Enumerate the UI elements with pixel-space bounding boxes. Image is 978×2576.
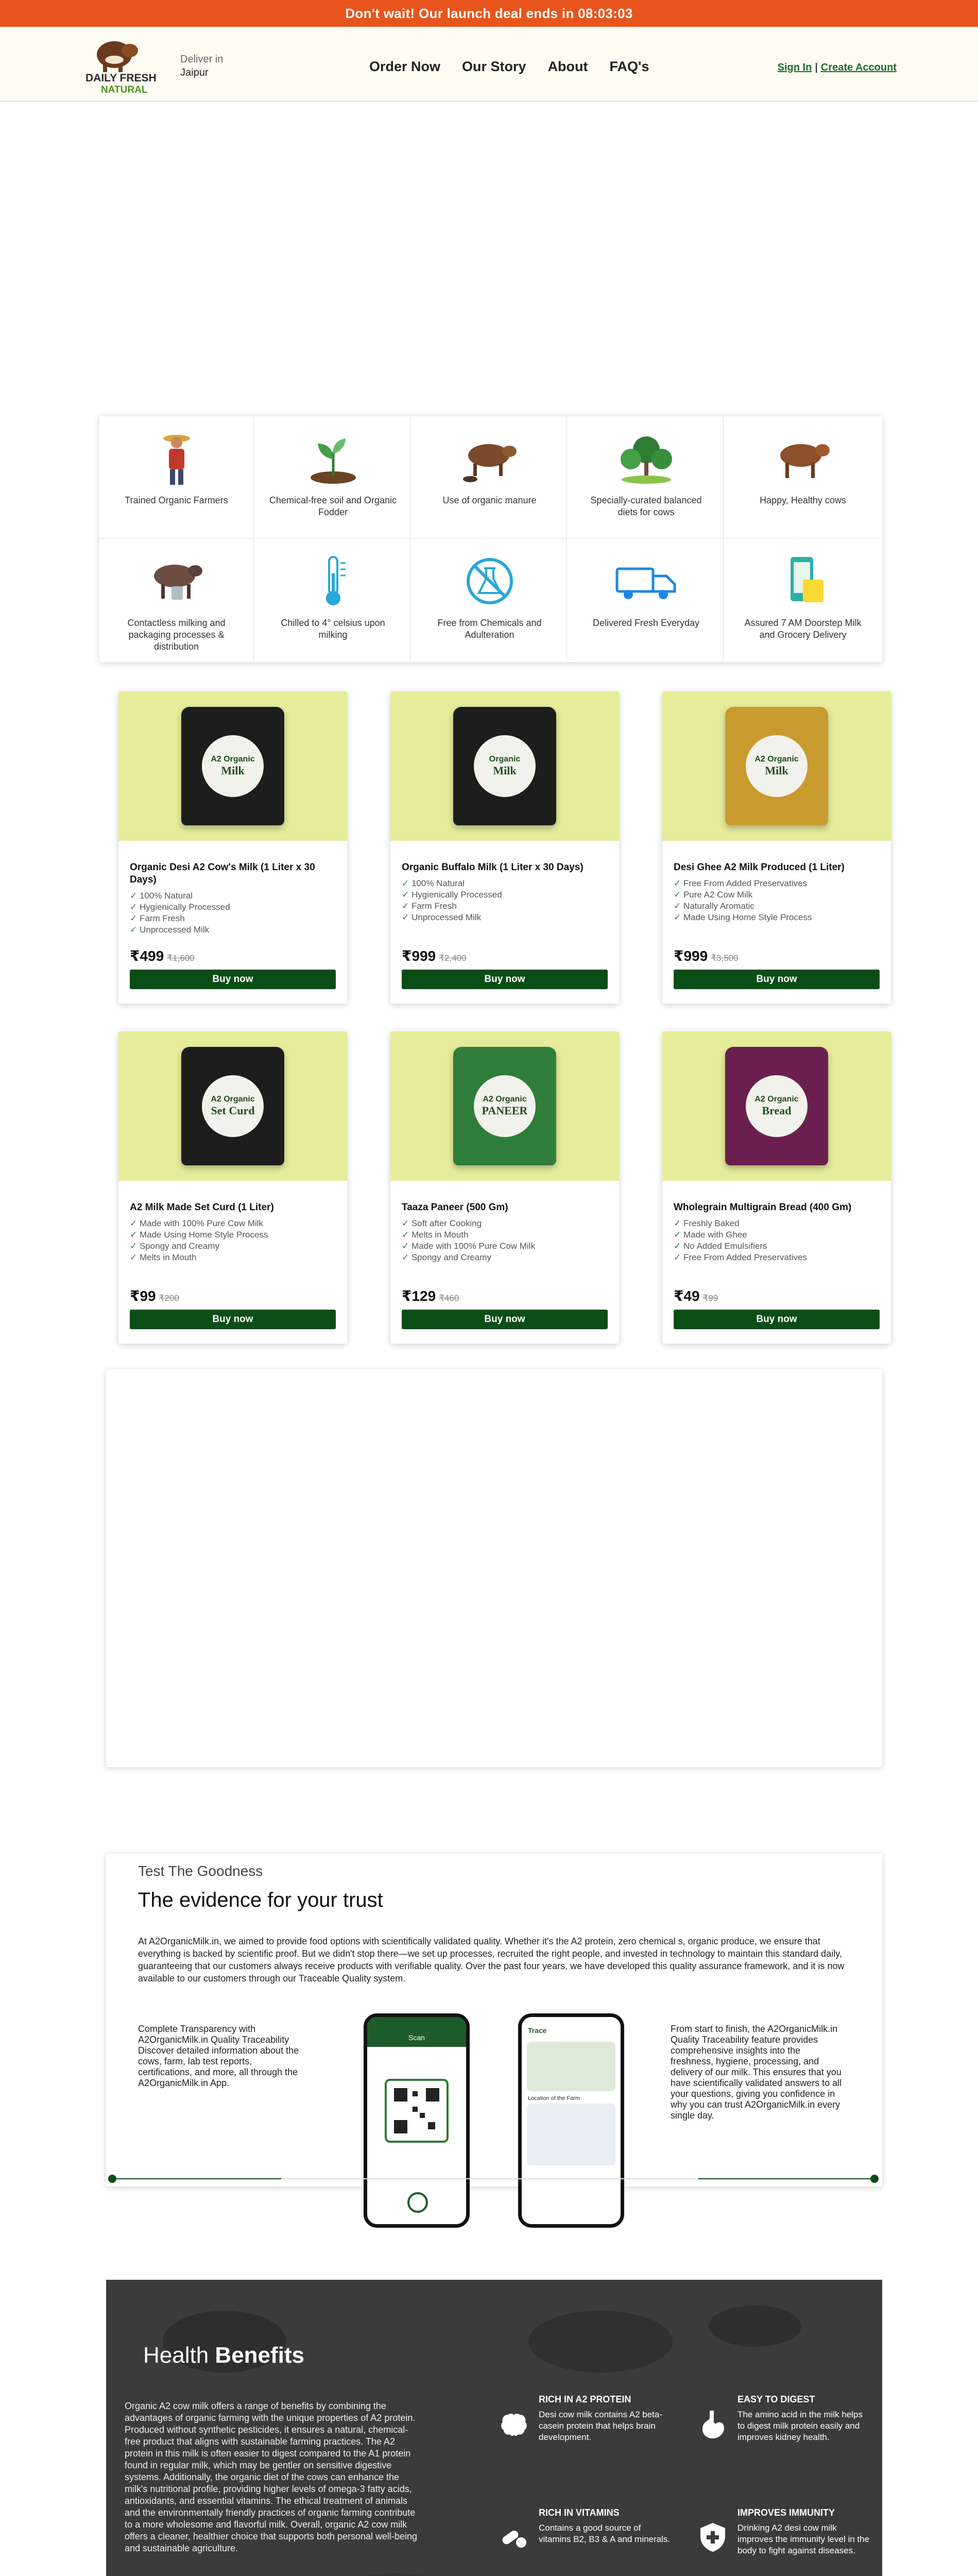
product-feature: ✓ Farm Fresh bbox=[130, 913, 336, 924]
feature-item bbox=[413, 539, 567, 662]
price-mrp: ₹99 bbox=[702, 1293, 718, 1303]
promo-banner bbox=[0, 0, 978, 27]
delivery-location[interactable] bbox=[180, 53, 223, 79]
phone-scan-screen bbox=[364, 2013, 470, 2228]
product-name[interactable]: Organic Desi A2 Cow's Milk (1 Liter x 30 Days) bbox=[130, 862, 315, 885]
farm-location-label: Location of the Farm bbox=[528, 2095, 580, 2102]
product-feature: ✓ Made Using Home Style Process bbox=[130, 1229, 336, 1241]
product-feature: ✓ 100% Natural bbox=[130, 890, 336, 902]
product-price bbox=[674, 947, 739, 964]
price-mrp: ₹1,600 bbox=[167, 953, 195, 963]
trees-icon bbox=[613, 428, 680, 489]
product-feature: ✓ Made Using Home Style Process bbox=[674, 912, 880, 923]
deliver-label: Deliver in bbox=[180, 54, 224, 65]
product-card[interactable] bbox=[662, 1031, 891, 1344]
trace-header: Trace bbox=[528, 2026, 547, 2035]
product-pack bbox=[453, 1047, 556, 1165]
product-feature: ✓ Hygienically Processed bbox=[402, 889, 608, 901]
price-mrp: ₹200 bbox=[159, 1293, 179, 1303]
feature-item bbox=[99, 416, 254, 539]
cow-icon bbox=[769, 428, 836, 489]
evidence-title: The evidence for your trust bbox=[138, 1889, 383, 1911]
product-features bbox=[402, 878, 608, 923]
product-image[interactable] bbox=[662, 691, 891, 841]
buy-now-button[interactable]: Buy now bbox=[130, 970, 336, 989]
price-value: ₹999 bbox=[674, 948, 708, 964]
deliver-city: Jaipur bbox=[180, 67, 209, 78]
auth-separator: | bbox=[815, 62, 818, 73]
pack-text: Milk bbox=[493, 764, 517, 777]
nav-faqs[interactable]: FAQ's bbox=[609, 59, 649, 74]
product-feature: ✓ Farm Fresh bbox=[402, 901, 608, 912]
product-feature: ✓ Naturally Aromatic bbox=[674, 901, 880, 912]
product-name[interactable]: Desi Ghee A2 Milk Produced (1 Liter) bbox=[674, 862, 845, 873]
product-feature: ✓ Made with 100% Pure Cow Milk bbox=[130, 1218, 336, 1229]
buy-now-button[interactable]: Buy now bbox=[402, 1310, 608, 1329]
feature-label: Specially-curated balanced diets for cows bbox=[590, 495, 702, 517]
evidence-eyebrow: Test The Goodness bbox=[138, 1863, 263, 1879]
evidence-section bbox=[106, 1854, 882, 2187]
feature-label: Happy, Healthy cows bbox=[760, 495, 846, 505]
product-feature: ✓ Soft after Cooking bbox=[402, 1218, 608, 1229]
pack-brand: A2 Organic bbox=[211, 755, 255, 764]
health-benefits-section bbox=[106, 2280, 882, 2576]
vitamins-icon bbox=[497, 2521, 530, 2554]
health-title-b: Benefits bbox=[215, 2343, 305, 2368]
scan-header: Scan bbox=[367, 2017, 466, 2047]
feature-label: Delivered Fresh Everyday bbox=[592, 618, 700, 628]
price-value: ₹99 bbox=[130, 1288, 156, 1304]
product-feature: ✓ Melts in Mouth bbox=[130, 1252, 336, 1263]
price-value: ₹129 bbox=[402, 1288, 436, 1304]
product-features bbox=[130, 1218, 336, 1263]
benefit-desc: Desi cow milk contains A2 beta-casein protein that helps brain development. bbox=[539, 2410, 662, 2442]
product-features bbox=[402, 1218, 608, 1263]
product-feature: ✓ Pure A2 Cow Milk bbox=[674, 889, 880, 901]
product-price bbox=[402, 947, 467, 964]
pack-text: Milk bbox=[221, 764, 245, 777]
progress-start-dot[interactable] bbox=[108, 2175, 116, 2183]
qr-code-icon bbox=[387, 2081, 447, 2141]
benefit-title: RICH IN A2 PROTEIN bbox=[539, 2394, 631, 2404]
pack-text: Bread bbox=[762, 1104, 792, 1117]
auth-links bbox=[778, 62, 897, 74]
product-card[interactable] bbox=[390, 1031, 619, 1344]
product-features bbox=[674, 1218, 880, 1263]
product-feature: ✓ Unprocessed Milk bbox=[402, 912, 608, 923]
product-card[interactable] bbox=[662, 691, 891, 1004]
benefit-title: EASY TO DIGEST bbox=[737, 2394, 815, 2404]
price-value: ₹499 bbox=[130, 948, 164, 964]
benefit-desc: The amino acid in the milk helps to digest milk protein easily and improves kidney health. bbox=[737, 2410, 863, 2442]
health-title bbox=[143, 2343, 304, 2368]
feature-label: Assured 7 AM Doorstep Milk and Grocery Delivery bbox=[744, 618, 862, 640]
phone-trace-screen bbox=[518, 2013, 624, 2228]
product-card[interactable] bbox=[390, 691, 619, 1004]
product-feature: ✓ Free From Added Preservatives bbox=[674, 878, 880, 889]
nav-about[interactable]: About bbox=[547, 59, 588, 74]
product-name[interactable]: A2 Milk Made Set Curd (1 Liter) bbox=[130, 1202, 274, 1213]
product-image[interactable] bbox=[390, 1031, 619, 1181]
product-pack bbox=[181, 1047, 284, 1165]
pack-text: Milk bbox=[765, 764, 788, 777]
feature-item bbox=[726, 539, 880, 662]
feature-item bbox=[413, 416, 567, 539]
feature-label: Trained Organic Farmers bbox=[125, 495, 228, 505]
farm-photo bbox=[527, 2042, 615, 2091]
benefit-digest bbox=[737, 2394, 871, 2443]
main-nav bbox=[369, 59, 649, 75]
farmer-icon bbox=[143, 428, 210, 489]
pack-brand: Organic bbox=[489, 755, 521, 764]
brain-icon bbox=[497, 2408, 530, 2441]
product-feature: ✓ Melts in Mouth bbox=[402, 1229, 608, 1241]
product-pack bbox=[181, 707, 284, 825]
price-value: ₹999 bbox=[402, 948, 436, 964]
evidence-paragraph: At A2OrganicMilk.in, we aimed to provide food options with scientifically validated quality. Whether it's the A2 protein, zero chemical s, organic produce, we ensure that everything is backed by scientific proof. But we didn't stop there—we set up processes, recruited the right people, and invested in technology to maintain this standard daily, guaranteeing that our customers always receive products with verifiable quality. Over the past four years, we have developed this quality assurance framework, and it is now available to our customers through our Traceable Quality system. bbox=[138, 1936, 845, 1984]
product-image[interactable] bbox=[662, 1031, 891, 1181]
price-mrp: ₹2,400 bbox=[439, 953, 467, 963]
product-features bbox=[130, 890, 336, 936]
product-feature: ✓ Spongy and Creamy bbox=[402, 1252, 608, 1263]
product-name[interactable]: Wholegrain Multigrain Bread (400 Gm) bbox=[674, 1202, 852, 1213]
product-image[interactable] bbox=[118, 1031, 347, 1181]
promo-text: Don't wait! Our launch deal ends in 08:03:03 bbox=[345, 5, 633, 21]
benefit-title: IMPROVES IMMUNITY bbox=[737, 2507, 835, 2518]
product-feature: ✓ Freshly Baked bbox=[674, 1218, 880, 1229]
health-paragraph: Organic A2 cow milk offers a range of benefits by combining the advantages of organic farming with the unique properties of A2 protein. Produced without synthetic pesticides, it ensures a natural, chemical-free product that aligns with sustainable farming practices. The A2 protein in this milk is often easier to digest compared to the A1 protein found in regular milk, which may be gentler on sensitive digestive systems. Additionally, the organic diet of the cows can enhance the milk's nutritional profile, providing higher levels of omega-3 fatty acids, antioxidants, and essential vitamins. The ethical treatment of animals and the environmentally friendly practices of organic farming contribute to a more wholesome and flavorful milk. Overall, organic A2 cow milk offers a cleaner, healthier choice that supports both personal well-being and sustainable agriculture. bbox=[125, 2401, 418, 2553]
logo-line1: DAILY FRESH bbox=[85, 72, 157, 84]
feature-item bbox=[726, 416, 880, 539]
product-features bbox=[674, 878, 880, 923]
product-price bbox=[130, 947, 195, 964]
nav-our-story[interactable]: Our Story bbox=[462, 59, 526, 74]
product-feature: ✓ Free From Added Preservatives bbox=[674, 1252, 880, 1263]
feature-item bbox=[569, 416, 724, 539]
product-feature: ✓ Spongy and Creamy bbox=[130, 1241, 336, 1252]
price-mrp: ₹460 bbox=[439, 1293, 459, 1303]
benefit-vitamins bbox=[539, 2507, 673, 2545]
pack-text: Set Curd bbox=[211, 1104, 255, 1117]
capture-button[interactable] bbox=[407, 2192, 428, 2213]
benefit-title: RICH IN VITAMINS bbox=[539, 2507, 620, 2518]
product-feature: ✓ 100% Natural bbox=[402, 878, 608, 889]
pack-brand: A2 Organic bbox=[483, 1095, 527, 1104]
product-feature: ✓ No Added Emulsifiers bbox=[674, 1241, 880, 1252]
product-image[interactable] bbox=[118, 691, 347, 841]
product-feature: ✓ Unprocessed Milk bbox=[130, 924, 336, 936]
progress-fill bbox=[111, 2178, 281, 2179]
feature-label: Use of organic manure bbox=[442, 495, 537, 505]
evidence-left-text: Complete Transparency with A2OrganicMilk.in Quality Traceability Discover detailed information about the cows, farm, lab test reports, certifications, and more, all through the A2OrganicMilk.in App. bbox=[138, 2024, 299, 2088]
buy-now-button[interactable]: Buy now bbox=[130, 1310, 336, 1329]
product-name[interactable]: Taaza Paneer (500 Gm) bbox=[402, 1202, 508, 1213]
phone-bag-icon bbox=[769, 550, 836, 612]
benefit-protein bbox=[539, 2394, 673, 2443]
product-image[interactable] bbox=[390, 691, 619, 841]
health-title-a: Health bbox=[143, 2343, 209, 2368]
product-price bbox=[674, 1287, 718, 1304]
farm-map bbox=[527, 2104, 615, 2165]
qr-frame bbox=[385, 2079, 449, 2143]
site-header bbox=[0, 27, 978, 102]
media-placeholder bbox=[106, 1369, 882, 1767]
nav-order-now[interactable]: Order Now bbox=[369, 59, 441, 74]
milking-icon bbox=[143, 550, 210, 612]
logo-line2: NATURAL bbox=[101, 84, 148, 95]
thermometer-icon bbox=[300, 550, 367, 612]
plant-icon bbox=[300, 428, 367, 489]
pack-brand: A2 Organic bbox=[754, 755, 799, 764]
product-price bbox=[130, 1287, 179, 1304]
benefit-desc: Contains a good source of vitamins B2, B3 & A and minerals. bbox=[539, 2523, 671, 2544]
progress-fill-right bbox=[698, 2178, 870, 2179]
price-mrp: ₹3,500 bbox=[711, 953, 739, 963]
product-pack bbox=[725, 1047, 828, 1165]
product-name[interactable]: Organic Buffalo Milk (1 Liter x 30 Days) bbox=[402, 862, 584, 873]
benefit-immunity bbox=[737, 2507, 871, 2556]
product-pack bbox=[725, 707, 828, 825]
product-price bbox=[402, 1287, 459, 1304]
features-grid bbox=[99, 416, 882, 662]
progress-end-dot[interactable] bbox=[870, 2175, 879, 2183]
price-value: ₹49 bbox=[674, 1288, 700, 1304]
cow-manure-icon bbox=[456, 428, 523, 489]
feature-item bbox=[256, 539, 410, 662]
no-chemicals-icon bbox=[456, 550, 523, 612]
feature-label: Chemical-free soil and Organic Fodder bbox=[269, 495, 397, 517]
brand-logo[interactable] bbox=[82, 34, 180, 95]
stomach-icon bbox=[696, 2408, 729, 2441]
buy-now-button[interactable]: Buy now bbox=[674, 1310, 880, 1329]
feature-item bbox=[99, 539, 254, 662]
product-card[interactable] bbox=[118, 691, 347, 1004]
benefit-desc: Drinking A2 desi cow milk improves the immunity level in the body to fight against diseases. bbox=[737, 2523, 870, 2555]
product-feature: ✓ Made with 100% Pure Cow Milk bbox=[402, 1241, 608, 1252]
pack-text: PANEER bbox=[482, 1104, 528, 1117]
product-pack bbox=[453, 707, 556, 825]
feature-label: Free from Chemicals and Adulteration bbox=[437, 618, 542, 640]
shield-plus-icon bbox=[696, 2521, 729, 2554]
feature-item bbox=[256, 416, 410, 539]
delivery-truck-icon bbox=[613, 550, 680, 612]
feature-label: Contactless milking and packaging processes & distribution bbox=[127, 618, 226, 652]
create-account-link[interactable]: Create Account bbox=[820, 62, 897, 73]
evidence-right-text: From start to finish, the A2OrganicMilk.in Quality Traceability feature provides comprehensive insights into the freshness, hygiene, processing, and delivery of our milk. This ensures that you have scientifically validated answers to all your questions, giving you confidence in why you can trust A2OrganicMilk.in every single day. bbox=[671, 2024, 842, 2121]
buy-now-button[interactable]: Buy now bbox=[402, 970, 608, 989]
product-feature: ✓ Made with Ghee bbox=[674, 1229, 880, 1241]
product-feature: ✓ Hygienically Processed bbox=[130, 902, 336, 913]
feature-item bbox=[569, 539, 724, 662]
pack-brand: A2 Organic bbox=[211, 1095, 255, 1104]
sign-in-link[interactable]: Sign In bbox=[777, 62, 812, 73]
buy-now-button[interactable]: Buy now bbox=[674, 970, 880, 989]
pack-brand: A2 Organic bbox=[754, 1095, 799, 1104]
product-card[interactable] bbox=[118, 1031, 347, 1344]
feature-label: Chilled to 4° celsius upon milking bbox=[281, 618, 385, 640]
